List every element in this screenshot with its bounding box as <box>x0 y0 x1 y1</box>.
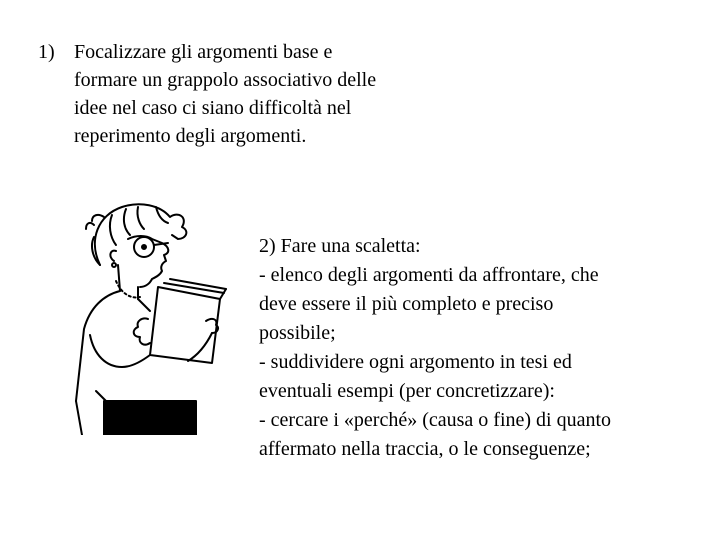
list-item-2 <box>259 232 709 464</box>
text-line: reperimento degli argomenti. <box>74 125 307 147</box>
text-line: affermato nella traccia, o le conseguenze; <box>259 438 591 460</box>
text-line: possibile; <box>259 322 336 344</box>
text-line: idee nel caso ci siano difficoltà nel <box>74 97 352 119</box>
list-item-text <box>74 38 458 150</box>
text-line: Focalizzare gli argomenti base e <box>74 41 333 63</box>
list-item-number: 1) <box>38 41 55 63</box>
list-heading: 2) Fare una scaletta: <box>259 235 421 257</box>
text-line: - suddividere ogni argomento in tesi ed <box>259 351 572 373</box>
text-line: eventuali esempi (per concretizzare): <box>259 380 555 402</box>
woman-reading-paper-icon <box>70 195 260 435</box>
text-line: - cercare i «perché» (causa o fine) di quanto <box>259 409 612 431</box>
text-line: formare un grappolo associativo delle <box>74 69 377 91</box>
text-line: deve essere il più completo e preciso <box>259 293 554 315</box>
text-line: - elenco degli argomenti da affrontare, che <box>259 264 599 286</box>
